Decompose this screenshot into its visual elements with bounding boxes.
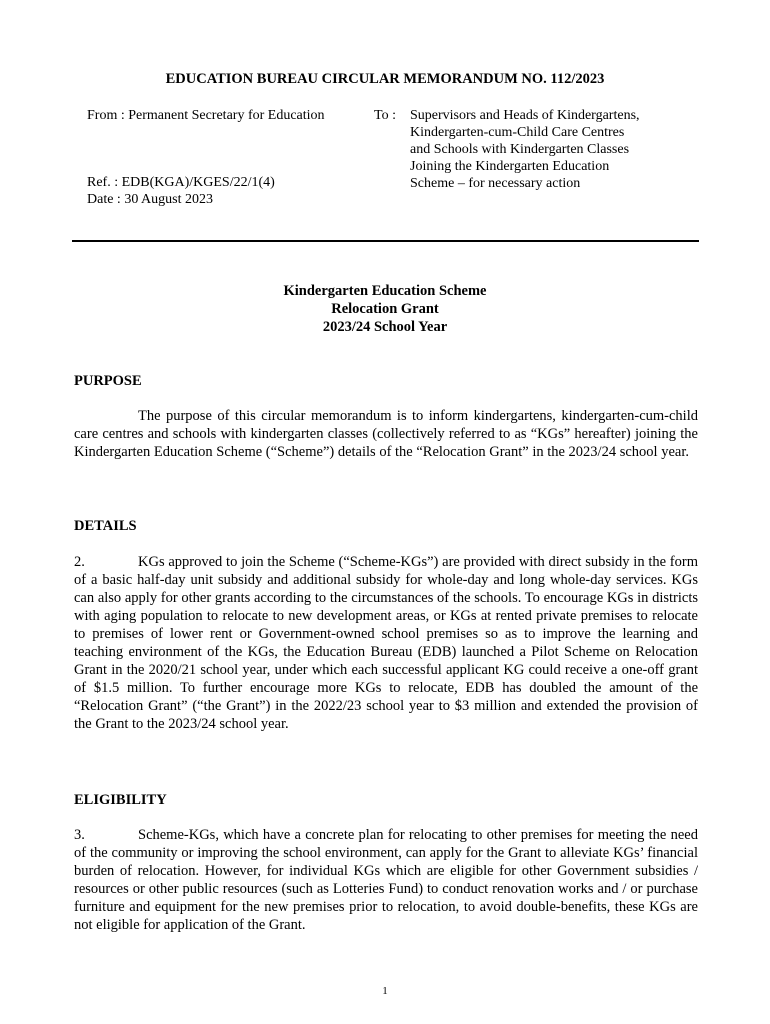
to-label: To : bbox=[374, 108, 396, 123]
memo-date: Date : 30 August 2023 bbox=[87, 192, 213, 207]
recipient-line: and Schools with Kindergarten Classes bbox=[410, 142, 630, 157]
header-divider bbox=[72, 240, 699, 242]
reference-number: Ref. : EDB(KGA)/KGES/22/1(4) bbox=[87, 175, 275, 190]
paragraph-number: 2. bbox=[74, 554, 85, 570]
from-line: From : Permanent Secretary for Education bbox=[87, 108, 325, 123]
recipient-line: Joining the Kindergarten Education bbox=[410, 159, 610, 174]
eligibility-text: Scheme-KGs, which have a concrete plan for relocating to other premises for meeting the need of the community or improving the school environment, can apply for the Grant to alleviate KGs’ financial burden of relocation. However, for individual KGs which are eligible for other Government subsidies / resources or other public resources (such as Lotteries Fund) to conduct renovation works and / or purchase furniture and equipment for the new premises prior to relocation, to avoid double-benefits, these KGs are not eligible for application of the Grant. bbox=[74, 827, 698, 933]
eligibility-paragraph bbox=[74, 826, 698, 934]
purpose-paragraph bbox=[74, 407, 698, 461]
subject-line-3: 2023/24 School Year bbox=[322, 319, 448, 335]
recipient-line: Supervisors and Heads of Kindergartens, bbox=[410, 108, 640, 123]
eligibility-heading: ELIGIBILITY bbox=[74, 792, 167, 808]
subject-block bbox=[0, 282, 770, 336]
purpose-text: The purpose of this circular memorandum is to inform kindergartens, kindergarten-cum-child care centres and schools with kindergarten classes (collectively referred to as “KGs” hereafter) joining the Kindergarten Education Scheme (“Scheme”) details of the “Relocation Grant” in the 2023/24 school year. bbox=[74, 408, 698, 460]
details-text: KGs approved to join the Scheme (“Scheme-KGs”) are provided with direct subsidy in the form of a basic half-day unit subsidy and additional subsidy for whole-day and long whole-day services. KGs can also apply for other grants according to the circumstances of the schools. To encourage KGs in districts with aging population to relocate to new development areas, or KGs at rented private premises to relocate to premises of lower rent or Government-owned school premises so as to improve the learning and teaching environment of the KGs, the Education Bureau (EDB) launched a Pilot Scheme on Relocation Grant in the 2020/21 school year, under which each successful applicant KG could receive a one-off grant of $1.5 million. To further encourage more KGs to relocate, EDB has doubled the amount of the “Relocation Grant” (“the Grant”) in the 2022/23 school year to $3 million and extended the provision of the Grant to the 2023/24 school year. bbox=[74, 554, 698, 732]
details-paragraph bbox=[74, 553, 698, 733]
memo-title: EDUCATION BUREAU CIRCULAR MEMORANDUM NO. 112/2023 bbox=[165, 71, 605, 87]
purpose-heading: PURPOSE bbox=[74, 373, 142, 389]
recipient-line: Scheme – for necessary action bbox=[410, 176, 581, 191]
details-heading: DETAILS bbox=[74, 518, 137, 534]
recipients bbox=[410, 107, 710, 192]
recipient-line: Kindergarten-cum-Child Care Centres bbox=[410, 125, 625, 140]
paragraph-number: 3. bbox=[74, 827, 85, 843]
subject-line-2: Relocation Grant bbox=[331, 301, 439, 317]
page-number: 1 bbox=[382, 985, 388, 997]
subject-line-1: Kindergarten Education Scheme bbox=[283, 283, 487, 299]
